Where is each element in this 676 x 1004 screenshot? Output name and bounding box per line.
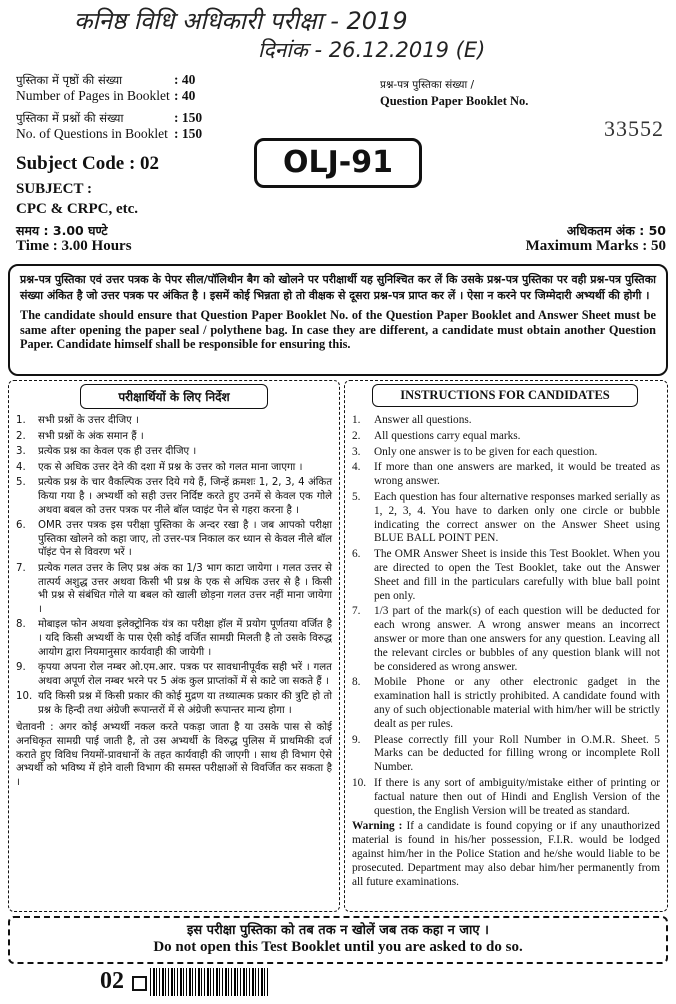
- handwritten-date: दिनांक - 26.12.2019 (E): [258, 38, 486, 62]
- hindi-instruction-item-text: सभी प्रश्नों के उत्तर दीजिए ।: [38, 415, 139, 426]
- hindi-instruction-item: [16, 430, 332, 444]
- time-hi: समय : 3.00 घण्टे: [16, 223, 108, 238]
- pages-value: : 40: [174, 88, 196, 103]
- english-instruction-item-number: 7.: [352, 605, 361, 618]
- notice-box: [8, 264, 668, 376]
- english-instruction-item: [352, 605, 660, 674]
- hindi-instruction-item: [16, 562, 332, 616]
- english-instruction-item-number: 5.: [352, 490, 361, 503]
- hindi-instruction-item: [16, 618, 332, 659]
- english-instruction-item-text: Only one answer is to be given for each question.: [374, 445, 598, 458]
- english-instruction-item-text: Please correctly fill your Roll Number in O.M.R. Sheet. 5 Marks can be deducted for filling wrong or incomplete Roll Number.: [374, 733, 660, 774]
- booklet-no-label-en: Question Paper Booklet No.: [380, 94, 529, 108]
- english-instruction-item-text: 1/3 part of the mark(s) of each question will be deducted for each wrong answer. A wrong answer means an incorrect answer or more than one answers for any question. Leaving all the relevant circles or bubbles of any question blank will not be considered as wrong answer.: [374, 605, 660, 673]
- hindi-instruction-item: [16, 414, 332, 428]
- hindi-instructions-list: [16, 414, 332, 789]
- barcode-icon: [150, 968, 268, 996]
- hindi-instruction-item-number: 10.: [16, 691, 33, 703]
- english-instruction-item: [352, 446, 660, 460]
- english-instruction-item-text: If more than one answers are marked, it would be treated as wrong answer.: [374, 461, 660, 488]
- hindi-instruction-item: [16, 461, 332, 475]
- footer-english: Do not open this Test Booklet until you are asked to do so.: [153, 939, 523, 955]
- footer-banner: [8, 916, 668, 964]
- hindi-instruction-item: [16, 476, 332, 517]
- hindi-warning: चेतावनी : अगर कोई अभ्यर्थी नकल करते पकड़ा जाता है या उसके पास से कोई अनधिकृत सामग्री पाई जाती है, तो उस अभ्यर्थी के विरुद्ध पुलिस में प्राथमिकी दर्ज कराते हुए विविध नियमों-प्रावधानों के तहत कार्यवाही की जाएगी । साथ ही विभाग ऐसे अभ्यर्थी को भविष्य में होने वाली विभाग की समस्त परीक्षाओं से विवर्जित कर सकता है ।: [16, 722, 332, 788]
- hindi-instruction-item-number: 6.: [16, 520, 26, 532]
- notice-hindi: प्रश्न-पत्र पुस्तिका एवं उत्तर पत्रक के पेपर सील/पॉलिथीन बैग को खोलने पर परीक्षार्थी यह सुनिश्चित कर लें कि उसके प्रश्न-पत्र पुस्तिका पर वही प्रश्न-पत्र पुस्तिका संख्या अंकित है जो उत्तर पत्रक पर अंकित है । इसमें कोई भिन्नता हो तो वीक्षक से दूसरा प्रश्न-पत्र प्राप्त कर लें । ऐसा न करने पर जिम्मेदारी अभ्यर्थी की होगी ।: [20, 273, 656, 302]
- checkbox-icon: [132, 976, 147, 991]
- time-en: Time : 3.00 Hours: [16, 238, 132, 254]
- english-instructions-list: [352, 414, 660, 889]
- footer-hindi: इस परीक्षा पुस्तिका को तब तक न खोलें जब तक कहा न जाए ।: [186, 923, 489, 938]
- english-instruction-item-number: 1.: [352, 414, 361, 426]
- english-instruction-item: [352, 430, 660, 444]
- english-instruction-item: [352, 777, 660, 818]
- english-instruction-item-text: All questions carry equal marks.: [374, 429, 521, 442]
- footer-subject-code: 02: [100, 968, 124, 994]
- english-instruction-item: [352, 548, 660, 603]
- hindi-instruction-item: [16, 661, 332, 688]
- english-instruction-item: [352, 461, 660, 489]
- booklet-no-label-hi: प्रश्न-पत्र पुस्तिका संख्या /: [380, 79, 475, 91]
- english-instructions-title: INSTRUCTIONS FOR CANDIDATES: [372, 384, 638, 407]
- subject-name: CPC & CRPC, etc.: [16, 201, 139, 217]
- max-marks-en: Maximum Marks : 50: [525, 238, 666, 254]
- english-instruction-item: [352, 414, 660, 428]
- hindi-instruction-item-number: 9.: [16, 662, 26, 674]
- english-instruction-item-number: 2.: [352, 429, 361, 442]
- questions-label-en: No. of Questions in Booklet: [16, 126, 168, 141]
- english-warning-text: If a candidate is found copying or if any unauthorized material is found in his/her possession, F.I.R. would be lodged against him/her in the Police Station and he/she would liable to be prosecuted. Department may also debar him/her permanently from all future examinations.: [352, 820, 660, 888]
- english-instruction-item-number: 4.: [352, 461, 361, 474]
- english-instruction-item: [352, 491, 660, 546]
- hindi-instruction-item-number: 7.: [16, 562, 26, 574]
- hindi-instruction-item-number: 2.: [16, 430, 26, 442]
- hindi-instruction-item-number: 5.: [16, 477, 26, 489]
- questions-value-hi-row: : 150: [174, 110, 203, 125]
- hindi-instruction-item-text: मोबाइल फोन अथवा इलेक्ट्रोनिक यंत्र का परीक्षा हॉल में प्रयोग पूर्णतया वर्जित है । यदि किसी अभ्यर्थी के पास ऐसी कोई वर्जित सामग्री मिलती है तो उसके विरुद्ध आयोग द्वारा नियमानुसार कार्यवाही की जायेगी ।: [38, 619, 332, 658]
- hindi-instruction-item: [16, 519, 332, 560]
- english-instruction-item-text: Each question has four alternative responses marked serially as 1, 2, 3, 4. You have to darken only one circle or bubble indicating the correct answer on the Answer Sheet using BLUE BALL POINT PEN.: [374, 490, 660, 545]
- hindi-instruction-item: [16, 445, 332, 459]
- hindi-instruction-item-number: 3.: [16, 446, 26, 458]
- english-instruction-item: [352, 676, 660, 731]
- hindi-instruction-item-text: एक से अधिक उत्तर देने की दशा में प्रश्न के उत्तर को गलत माना जाएगा ।: [38, 461, 303, 473]
- hindi-instruction-item-text: यदि किसी प्रश्न में किसी प्रकार की कोई मुद्रण या तथ्यात्मक प्रकार की त्रुटि हो तो प्रश्न के हिन्दी तथा अंग्रेजी रूपान्तरों में से अंग्रेजी रूपान्तर मान्य होगा ।: [38, 691, 332, 716]
- questions-value: : 150: [174, 126, 203, 141]
- hindi-instruction-item-number: 8.: [16, 619, 26, 631]
- english-instruction-item-text: If there is any sort of ambiguity/mistake either of printing or factual nature then out of Hindi and English Version of the question, the English Version will be treated as standard.: [374, 776, 660, 817]
- handwritten-exam-title: कनिष्ठ विधि अधिकारी परीक्षा - 2019: [74, 7, 408, 35]
- english-instruction-item-number: 10.: [352, 776, 367, 789]
- max-marks-hi: अधिकतम अंक : 50: [566, 223, 666, 238]
- hindi-instruction-item-text: प्रत्येक प्रश्न के चार वैकल्पिक उत्तर दिये गये हैं, जिन्हें क्रमशः 1, 2, 3, 4 अंकित किया गया है । अभ्यर्थी को सही उत्तर निर्दिष्ट करते हुए उनमें से केवल एक गोले अथवा बबल को उत्तर पत्रक पर नीले बॉल प्वाइंट पेन से गहरा करना है ।: [38, 477, 332, 516]
- pages-label-en: Number of Pages in Booklet: [16, 88, 170, 103]
- english-instruction-item-text: Answer all questions.: [374, 414, 472, 426]
- english-instructions-items: [352, 414, 660, 818]
- hindi-instruction-item-number: 4.: [16, 461, 26, 473]
- hindi-instruction-item-text: OMR उत्तर पत्रक इस परीक्षा पुस्तिका के अन्दर रखा है । जब आपको परीक्षा पुस्तिका खोलने को कहा जाए, तो उत्तर-पत्र निकाल कर ध्यान से केवल नीले बॉल पॉइंट पेन से विवरण भरें ।: [38, 520, 332, 559]
- notice-english: The candidate should ensure that Question Paper Booklet No. of the Question Paper Booklet and Answer Sheet must be same after opening the paper seal / polythene bag. In case they are different, a candidate must obtain another Question Paper. Candidate himself shall be responsible for ensuring this.: [20, 308, 656, 351]
- english-instruction-item-number: 3.: [352, 445, 361, 458]
- subject-code: Subject Code : 02: [16, 153, 160, 174]
- pages-label-hi: पुस्तिका में पृष्ठों की संख्या: [16, 73, 123, 87]
- hindi-instruction-item-text: प्रत्येक गलत उत्तर के लिए प्रश्न अंक का 1/3 भाग काटा जायेगा । गलत उत्तर से तात्पर्य अशुद्ध उत्तर अथवा किसी भी प्रश्न के एक से अधिक उत्तर से है । किसी भी प्रश्न से संबंधित गोले या बबल को खाली छोड़ना गलत उत्तर नहीं माना जायेगा ।: [38, 562, 332, 615]
- english-instruction-item-number: 9.: [352, 733, 361, 746]
- questions-label-hi: पुस्तिका में प्रश्नों की संख्या: [16, 111, 124, 125]
- english-instruction-item-text: The OMR Answer Sheet is inside this Test Booklet. When you are directed to open the Test Booklet, take out the Answer Sheet and fill in the particulars carefully with blue ball point pen only.: [374, 548, 660, 602]
- hindi-instructions-title: परीक्षार्थियों के लिए निर्देश: [80, 384, 268, 409]
- english-instruction-item-text: Mobile Phone or any other electronic gadget in the examination hall is strictly prohibited. A candidate found with any of such objectionable material with him/her will be strictly dealt as per rules.: [374, 676, 660, 730]
- subject-label: SUBJECT :: [16, 181, 92, 197]
- english-instruction-item-number: 8.: [352, 676, 361, 689]
- english-instruction-item-number: 6.: [352, 548, 361, 561]
- english-instruction-item: [352, 734, 660, 775]
- hindi-instructions-items: [16, 414, 332, 717]
- hindi-instruction-item-text: सभी प्रश्नों के अंक समान हैं ।: [38, 430, 144, 442]
- series-code: OLJ-91: [254, 138, 422, 188]
- hindi-instruction-item-text: प्रत्येक प्रश्न का केवल एक ही उत्तर दीजिए ।: [38, 446, 197, 458]
- pages-value-hi-row: : 40: [174, 72, 196, 87]
- english-warning-label: Warning :: [352, 820, 403, 833]
- english-warning: [352, 820, 660, 889]
- hindi-instruction-item: [16, 690, 332, 717]
- hindi-instruction-item-number: 1.: [16, 415, 26, 426]
- booklet-number: 33552: [604, 116, 664, 141]
- hindi-instruction-item-text: कृपया अपना रोल नम्बर ओ.एम.आर. पत्रक पर सावधानीपूर्वक सही भरें । गलत अथवा अपूर्ण रोल नम्बर भरने पर 5 अंक कुल प्राप्तांकों में से काटे जा सकते हैं ।: [38, 662, 332, 687]
